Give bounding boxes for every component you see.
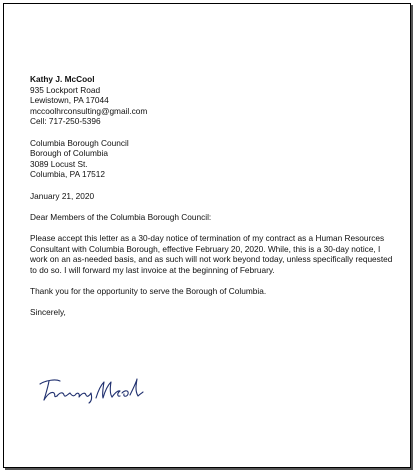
sender-city: Lewistown, PA 17044	[30, 95, 109, 106]
sender-phone: Cell: 717-250-5396	[30, 116, 101, 127]
letter-page	[3, 3, 411, 468]
recipient-line: Borough of Columbia	[30, 148, 108, 159]
recipient-line: Columbia Borough Council	[30, 137, 129, 148]
handwritten-signature	[36, 376, 146, 404]
closing-block	[30, 307, 400, 318]
salutation: Dear Members of the Columbia Borough Council:	[30, 211, 212, 222]
recipient-line: 3089 Locust St.	[30, 158, 88, 169]
sender-name: Kathy J. McCool	[30, 74, 95, 84]
sender-block	[30, 74, 400, 127]
body-paragraph: Please accept this letter as a 30-day notice of termination of my contract as a Human Resources Consultant with Columbia Borough, effective February 20, 2020. While, this is a 30-day notice, I work on an as-needed basis, and as such will not work beyond today, unless specifically requested to do so. I will forward my last invoice at the beginning of February.	[30, 232, 393, 275]
sender-email: mccoolhrconsulting@gmail.com	[30, 105, 148, 116]
body-paragraph: Thank you for the opportunity to serve the Borough of Columbia.	[30, 285, 267, 296]
recipient-block	[30, 138, 400, 180]
sender-street: 935 Lockport Road	[30, 84, 101, 95]
letter-date: January 21, 2020	[30, 190, 95, 201]
recipient-line: Columbia, PA 17512	[30, 169, 106, 180]
closing: Sincerely,	[30, 307, 66, 318]
letter-body	[30, 74, 400, 328]
salutation-block	[30, 212, 400, 223]
date-block	[30, 191, 400, 202]
